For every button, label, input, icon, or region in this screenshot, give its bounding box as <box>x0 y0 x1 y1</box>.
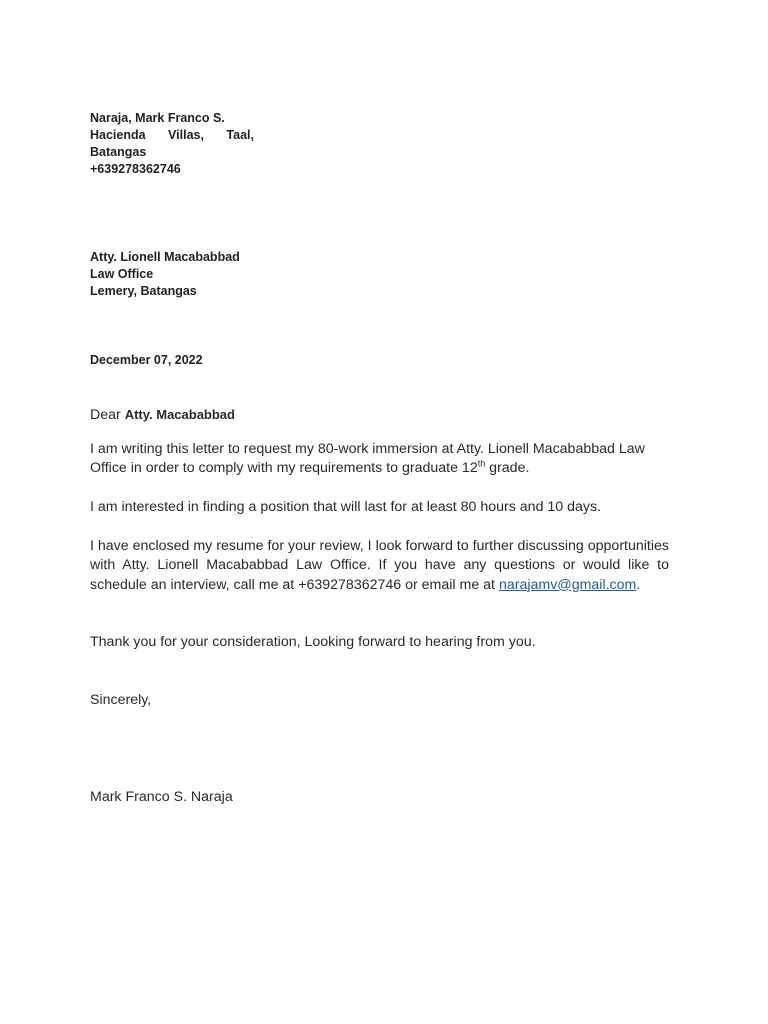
closing: Sincerely, <box>90 692 152 708</box>
salutation-prefix: Dear <box>90 407 125 423</box>
salutation <box>90 405 235 425</box>
recipient-block <box>90 249 240 300</box>
sender-name: Naraja, Mark Franco S. <box>90 111 225 125</box>
paragraph-resume <box>90 537 669 595</box>
paragraph-request <box>90 440 669 479</box>
letter-date: December 07, 2022 <box>90 353 203 367</box>
recipient-name: Atty. Lionell Macababbad <box>90 250 240 264</box>
paragraph-interest: I am interested in finding a position that will last for at least 80 hours and 10 days. <box>90 499 602 515</box>
paragraph-text: I have enclosed my resume for your review, I look forward to further discussing opportunities with Atty. Lionell Macababbad Law Office. If you have any questions or would like to schedule an interview, call me at +639278362746 or email me at <box>90 538 669 593</box>
sender-address-line1 <box>90 127 254 144</box>
ordinal-superscript: th <box>477 458 486 469</box>
sender-phone: +639278362746 <box>90 162 181 176</box>
recipient-office: Law Office <box>90 267 154 281</box>
paragraph-thanks: Thank you for your consideration, Looking forward to hearing from you. <box>90 634 536 650</box>
sender-block <box>90 110 254 178</box>
sender-address-word: Villas, <box>168 128 204 142</box>
salutation-name: Atty. Macababbad <box>124 407 235 422</box>
sender-address-line2: Batangas <box>90 145 147 159</box>
recipient-location: Lemery, Batangas <box>90 284 197 298</box>
paragraph-end: . <box>636 576 641 593</box>
sender-address-word: Hacienda <box>90 128 146 142</box>
signature-name: Mark Franco S. Naraja <box>90 789 233 805</box>
paragraph-text: I am writing this letter to request my 80-work immersion at Atty. Lionell Macababbad Law Office in order to comply with my requirements to graduate 12 <box>90 441 645 477</box>
email-link[interactable]: narajamv@gmail.com <box>498 576 637 593</box>
paragraph-text: grade. <box>485 460 530 477</box>
sender-address-word: Taal, <box>226 128 254 142</box>
